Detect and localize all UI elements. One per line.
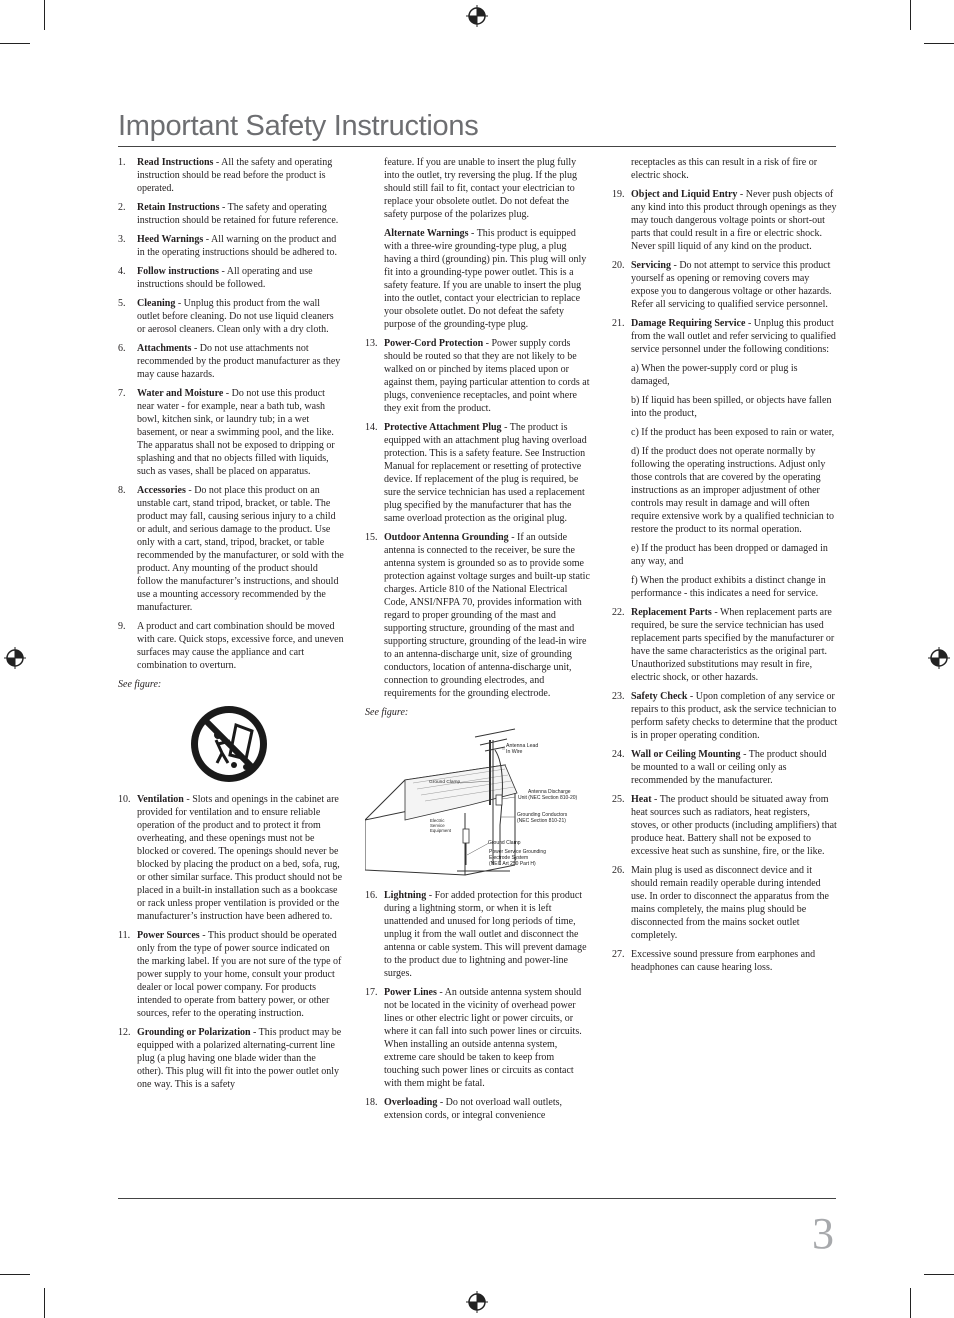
item-body bbox=[137, 929, 344, 1020]
item-heading: Cleaning bbox=[137, 298, 176, 309]
item-text: - Unplug this product from the wall outlet before cleaning. Do not use liquid cleaners or aerosol cleaners. Clean only with a dry cloth. bbox=[137, 298, 334, 335]
item-body bbox=[631, 606, 838, 684]
item-text: - The product should be situated away from heat sources such as radiators, heat registers, stoves, or other products (including amplifiers) that produce heat. Battery shall not be exposed to excessive heat such as sunshine, fire, or the like. bbox=[631, 794, 837, 857]
crop-mark bbox=[0, 1274, 30, 1275]
list-item bbox=[118, 265, 344, 291]
item-body bbox=[631, 748, 838, 787]
item-text: A product and cart combination should be moved with care. Quick stops, excessive force, and uneven surfaces may cause the appliance and cart combination to overturn. bbox=[137, 621, 344, 671]
col2-list-2 bbox=[365, 889, 591, 1122]
item-number: 3. bbox=[118, 234, 126, 245]
sub-condition: d) If the product does not operate normally by following the operating instructions. Adjust only those controls that are covered by the operating instructions as an improper adjustment of other controls may result in damage and will often require extensive work by a qualified technician to restore the product to its normal operation. bbox=[631, 446, 834, 535]
list-item bbox=[612, 948, 838, 974]
item-text: - This product may be equipped with a polarized alternating-current line plug (a plug having one blade wider than the other). This plug will fit into the power outlet only one way. This is a safety bbox=[137, 1027, 342, 1090]
list-item bbox=[118, 156, 344, 195]
label-service: Service bbox=[430, 823, 445, 828]
item-text: - Do not use this product near water - for example, near a bath tub, wash bowl, kitchen sink, or laundry tub; in a wet basement, or near a swimming pool, and the like. The apparatus shall not be exposed to dripping or splashing and that no objects filled with liquids, such as vases, shall be placed on apparatus. bbox=[137, 388, 335, 477]
item-body bbox=[137, 297, 344, 336]
see-figure-label: See figure: bbox=[365, 707, 409, 718]
item-heading: Overloading bbox=[384, 1097, 438, 1108]
item-heading: Power-Cord Protection bbox=[384, 338, 484, 349]
item-number: 14. bbox=[365, 422, 378, 433]
label-antenna-lead: Antenna Lead bbox=[506, 743, 539, 749]
col3-list-2 bbox=[612, 606, 838, 974]
list-item bbox=[365, 986, 591, 1090]
list-item bbox=[118, 793, 344, 923]
item-heading: Heat bbox=[631, 794, 652, 805]
label-electrode-1: Power Service Grounding bbox=[489, 849, 546, 855]
col3-subitems bbox=[612, 362, 838, 600]
item-body bbox=[137, 484, 344, 614]
item-number: 7. bbox=[118, 388, 126, 399]
item-heading: Servicing bbox=[631, 260, 671, 271]
item-number: 24. bbox=[612, 749, 625, 760]
item-heading: Power Lines bbox=[384, 987, 437, 998]
item-text: - Upon completion of any service or repairs to this product, ask the service technician to perform safety checks to determine that the product is in proper operating condition. bbox=[631, 691, 838, 741]
item-text: - Unplug this product from the wall outlet and refer servicing to qualified service personnel under the following conditions: bbox=[631, 318, 836, 355]
item-body bbox=[631, 259, 838, 311]
crop-mark bbox=[910, 1288, 911, 1318]
column-2 bbox=[365, 156, 591, 1128]
item-number: 19. bbox=[612, 189, 625, 200]
list-item bbox=[612, 690, 838, 742]
item-body bbox=[384, 986, 591, 1090]
item-text: - Slots and openings in the cabinet are provided for ventilation and to ensure reliable operation of the product and to protect it from overheating, and these openings must not be blocked or covered. The openings should never be blocked by placing the product on a bed, sofa, rug, or other similar surface. This product should not be placed in a built-in installation such as a bookcase or rack unless proper ventilation is provided or the manufacturer’s instruction have been adhered to. bbox=[137, 794, 343, 922]
item-number: 16. bbox=[365, 890, 378, 901]
item-heading: Object and Liquid Entry bbox=[631, 189, 738, 200]
item-number: 22. bbox=[612, 607, 625, 618]
item-text: - If an outside antenna is connected to the receiver, be sure the antenna system is grounded so as to provide some protection against voltage surges and built-up static charges. Article 810 of the National Electrical Code, ANSI/NFPA 70, provides information with regard to proper grounding of the mast and supporting structure, grounding of the mast and supporting structure, grounding of the lead-in wire to an antenna-discharge unit, size of grounding conductors, location of antenna-discharge unit, connection to grounding electrodes, and requirements for the grounding electrode. bbox=[384, 532, 590, 699]
item-number: 15. bbox=[365, 532, 378, 543]
item-body bbox=[137, 265, 344, 291]
item-number: 17. bbox=[365, 987, 378, 998]
label-in-wire: In Wire bbox=[506, 749, 523, 755]
item-18-continued: receptacles as this can result in a risk of fire or electric shock. bbox=[631, 157, 818, 181]
bottom-rule bbox=[118, 1198, 836, 1199]
label-equipment: Equipment bbox=[430, 828, 451, 833]
item-number: 18. bbox=[365, 1097, 378, 1108]
item-text: Excessive sound pressure from earphones and headphones can cause hearing loss. bbox=[631, 949, 816, 973]
title-rule bbox=[118, 146, 836, 147]
item-text: - Do not place this product on an unstable cart, stand tripod, bracket, or table. The product may fall, causing serious injury to a child or adult, and serious damage to the product. Use only with a cart, stand, tripod, bracket, or table recommended by the manufacturer, or sold with the product. Any mounting of the product should follow the manufacturer’s instructions, and should use a mounting accessory recommended by the manufacturer. bbox=[137, 485, 344, 613]
item-body bbox=[384, 421, 591, 525]
item-heading: Water and Moisture bbox=[137, 388, 224, 399]
crop-mark bbox=[910, 0, 911, 30]
sub-condition: b) If liquid has been spilled, or objects have fallen into the product, bbox=[631, 395, 832, 419]
item-heading: Read Instructions bbox=[137, 157, 214, 168]
label-grounding-conductors-nec: (NEC Section 810-21) bbox=[517, 818, 566, 824]
antenna-grounding-diagram bbox=[365, 725, 591, 881]
item-number: 26. bbox=[612, 865, 625, 876]
item-heading: Heed Warnings bbox=[137, 234, 204, 245]
item-heading: Wall or Ceiling Mounting bbox=[631, 749, 741, 760]
item-heading: Lightning bbox=[384, 890, 427, 901]
column-3 bbox=[612, 156, 838, 980]
label-ground-clamp-bottom: Ground Clamp bbox=[488, 840, 521, 846]
list-item bbox=[612, 188, 838, 253]
list-item bbox=[365, 531, 591, 700]
item-text: - Do not attempt to service this product yourself as opening or removing covers may expose you to dangerous voltage or other hazards. Refer all servicing to qualified service personnel. bbox=[631, 260, 832, 310]
crop-mark bbox=[44, 1288, 45, 1318]
item-text: - Power supply cords should be routed so that they are not likely to be walked on or pinched by items placed upon or against them, paying particular attention to cords at plugs, convenience receptacles, and point where they exit from the product. bbox=[384, 338, 590, 414]
item-body bbox=[137, 342, 344, 381]
item-text: - The safety and operating instruction should be retained for future reference. bbox=[137, 202, 339, 226]
item-text: - This product should be operated only from the type of power source indicated on the marking label. If you are not sure of the type of power supply to your home, consult your product dealer or local power company. For products intended to operate from battery power, or other sources, refer to the operating instruction. bbox=[137, 930, 342, 1019]
item-body bbox=[631, 317, 838, 356]
item-heading: Safety Check bbox=[631, 691, 688, 702]
item-body bbox=[384, 889, 591, 980]
item-number: 13. bbox=[365, 338, 378, 349]
item-body bbox=[631, 948, 838, 974]
label-discharge-unit-nec: Unit (NEC Section 810-20) bbox=[518, 795, 578, 801]
crop-mark bbox=[0, 43, 30, 44]
list-item bbox=[612, 748, 838, 787]
item-number: 20. bbox=[612, 260, 625, 271]
item-number: 12. bbox=[118, 1027, 131, 1038]
list-item bbox=[612, 317, 838, 356]
item-number: 9. bbox=[118, 621, 126, 632]
item-text: - The product should be mounted to a wall or ceiling only as recommended by the manufacturer. bbox=[631, 749, 827, 786]
item-number: 6. bbox=[118, 343, 126, 354]
list-item bbox=[118, 929, 344, 1020]
label-ground-clamp-top: Ground Clamp bbox=[429, 780, 461, 785]
item-number: 4. bbox=[118, 266, 126, 277]
item-body bbox=[384, 337, 591, 415]
list-item bbox=[612, 259, 838, 311]
item-heading: Follow instructions bbox=[137, 266, 219, 277]
column-1 bbox=[118, 156, 344, 1097]
list-item bbox=[118, 387, 344, 478]
page-number: 3 bbox=[812, 1209, 834, 1258]
item-text: - All operating and use instructions should be followed. bbox=[137, 266, 313, 290]
list-item bbox=[612, 793, 838, 858]
col1-list bbox=[118, 156, 344, 672]
col3-list bbox=[612, 188, 838, 356]
col2-list bbox=[365, 337, 591, 700]
item-number: 23. bbox=[612, 691, 625, 702]
item-text: - An outside antenna system should not be located in the vicinity of overhead power lines or other electric light or power circuits, or where it can fall into such power lines or circuits. When installing an outside antenna system, extreme care should be taken to keep from touching such power lines or circuits as contact with them might be fatal. bbox=[384, 987, 582, 1089]
list-item bbox=[118, 297, 344, 336]
sub-condition: f) When the product exhibits a distinct change in performance - this indicates a need for service. bbox=[631, 575, 826, 599]
item-body bbox=[137, 1026, 344, 1091]
item-heading: Protective Attachment Plug bbox=[384, 422, 502, 433]
item-text: - When replacement parts are required, be sure the service technician has used replacement parts specified by the manufacturer or have the same characteristics as the original part. Unauthorized substitutions may result in fire, electric shock, or other hazards. bbox=[631, 607, 835, 683]
item-text: - The product is equipped with an attachment plug having overload protection. This is a safety feature. See Instruction Manual for replacement or resetting of protective device. If replacement of the plug is required, be sure the service technician has used a replacement plug specified by the manufacturer that has the same overload protection as the original plug. bbox=[384, 422, 587, 524]
label-discharge-unit: Antenna Discharge bbox=[528, 789, 571, 795]
page-title: Important Safety Instructions bbox=[118, 110, 479, 142]
item-body bbox=[384, 531, 591, 700]
item-number: 1. bbox=[118, 157, 126, 168]
list-item bbox=[365, 337, 591, 415]
item-number: 8. bbox=[118, 485, 126, 496]
item-body bbox=[137, 620, 344, 672]
item-text: - For added protection for this product during a lightning storm, or when it is left unattended and unused for long periods of time, unplug it from the wall outlet and disconnect the antenna or cable system. This will prevent damage to the product due to lightning and power-line surges. bbox=[384, 890, 587, 979]
sub-condition: e) If the product has been dropped or damaged in any way, and bbox=[631, 543, 828, 567]
item-12-continued: feature. If you are unable to insert the plug fully into the outlet, try reversing the plug. If the plug should still fail to fit, contact your electrician to replace your obsolete outlet. Do not defeat the safety purpose of the polarizes plug. bbox=[384, 157, 578, 220]
item-number: 5. bbox=[118, 298, 126, 309]
item-text: - All the safety and operating instruction should be read before the product is operated. bbox=[137, 157, 333, 194]
registration-mark-icon bbox=[928, 647, 950, 669]
see-figure-label: See figure: bbox=[118, 679, 162, 690]
item-body bbox=[137, 201, 344, 227]
list-item bbox=[365, 889, 591, 980]
sub-condition: c) If the product has been exposed to rain or water, bbox=[631, 427, 835, 438]
list-item bbox=[612, 864, 838, 942]
item-heading: Accessories bbox=[137, 485, 186, 496]
item-number: 2. bbox=[118, 202, 126, 213]
registration-mark-icon bbox=[466, 5, 488, 27]
registration-mark-icon bbox=[4, 647, 26, 669]
item-body bbox=[631, 864, 838, 942]
label-electrode-3: (NEC Art 250 Part H) bbox=[489, 861, 536, 867]
crop-mark bbox=[44, 0, 45, 30]
item-heading: Replacement Parts bbox=[631, 607, 712, 618]
item-body bbox=[137, 387, 344, 478]
alternate-warnings-heading: Alternate Warnings bbox=[384, 228, 469, 239]
item-heading: Ventilation bbox=[137, 794, 184, 805]
item-heading: Outdoor Antenna Grounding bbox=[384, 532, 509, 543]
item-heading: Attachments bbox=[137, 343, 192, 354]
label-electrode-2: Electrode System bbox=[489, 855, 529, 861]
item-number: 21. bbox=[612, 318, 625, 329]
item-heading: Retain Instructions bbox=[137, 202, 220, 213]
item-heading: Grounding or Polarization bbox=[137, 1027, 251, 1038]
list-item bbox=[365, 1096, 591, 1122]
list-item bbox=[365, 421, 591, 525]
alternate-warnings-text: - This product is equipped with a three-wire grounding-type plug, a plug having a third (grounding) pin. This plug will only fit into a grounding-type power outlet. This is a safety feature. If you are unable to insert the plug into the outlet, contact your electrician to replace your obsolete outlet. Do not defeat the safety purpose of the grounding-type plug. bbox=[384, 228, 587, 330]
label-grounding-conductors: Grounding Conductors bbox=[517, 812, 568, 818]
cart-warning-icon bbox=[118, 697, 344, 787]
item-body bbox=[631, 793, 838, 858]
item-body bbox=[137, 156, 344, 195]
list-item bbox=[118, 484, 344, 614]
list-item bbox=[118, 233, 344, 259]
item-text: - Do not overload wall outlets, extension cords, or integral convenience bbox=[384, 1097, 563, 1121]
item-number: 25. bbox=[612, 794, 625, 805]
list-item bbox=[118, 620, 344, 672]
item-body bbox=[631, 188, 838, 253]
item-text: - Never push objects of any kind into this product through openings as they may touch dangerous voltage points or short-out parts that could result in a fire or electric shock. Never spill liquid of any kind on the product. bbox=[631, 189, 837, 252]
item-heading: Power Sources bbox=[137, 930, 200, 941]
item-body bbox=[631, 690, 838, 742]
item-text: Main plug is used as disconnect device and it should remain readily operable during intended use. In order to disconnect the apparatus from the mains completely, the mains plug should be disconnected from the mains socket outlet completely. bbox=[631, 865, 829, 941]
crop-mark bbox=[924, 1274, 954, 1275]
list-item bbox=[118, 342, 344, 381]
item-number: 11. bbox=[118, 930, 131, 941]
item-body bbox=[137, 793, 344, 923]
label-electric: Electric bbox=[430, 818, 445, 823]
list-item bbox=[118, 1026, 344, 1091]
item-text: - All warning on the product and in the operating instructions should be adhered to. bbox=[137, 234, 337, 258]
item-text: - Do not use attachments not recommended by the product manufacturer as they may cause hazards. bbox=[137, 343, 341, 380]
item-number: 10. bbox=[118, 794, 131, 805]
item-number: 27. bbox=[612, 949, 625, 960]
col1-list-2 bbox=[118, 793, 344, 1091]
sub-condition: a) When the power-supply cord or plug is damaged, bbox=[631, 363, 798, 387]
item-body bbox=[384, 1096, 591, 1122]
item-heading: Damage Requiring Service bbox=[631, 318, 746, 329]
registration-mark-icon bbox=[466, 1291, 488, 1313]
list-item bbox=[612, 606, 838, 684]
alternate-warnings bbox=[384, 227, 591, 331]
item-body bbox=[137, 233, 344, 259]
crop-mark bbox=[924, 43, 954, 44]
list-item bbox=[118, 201, 344, 227]
